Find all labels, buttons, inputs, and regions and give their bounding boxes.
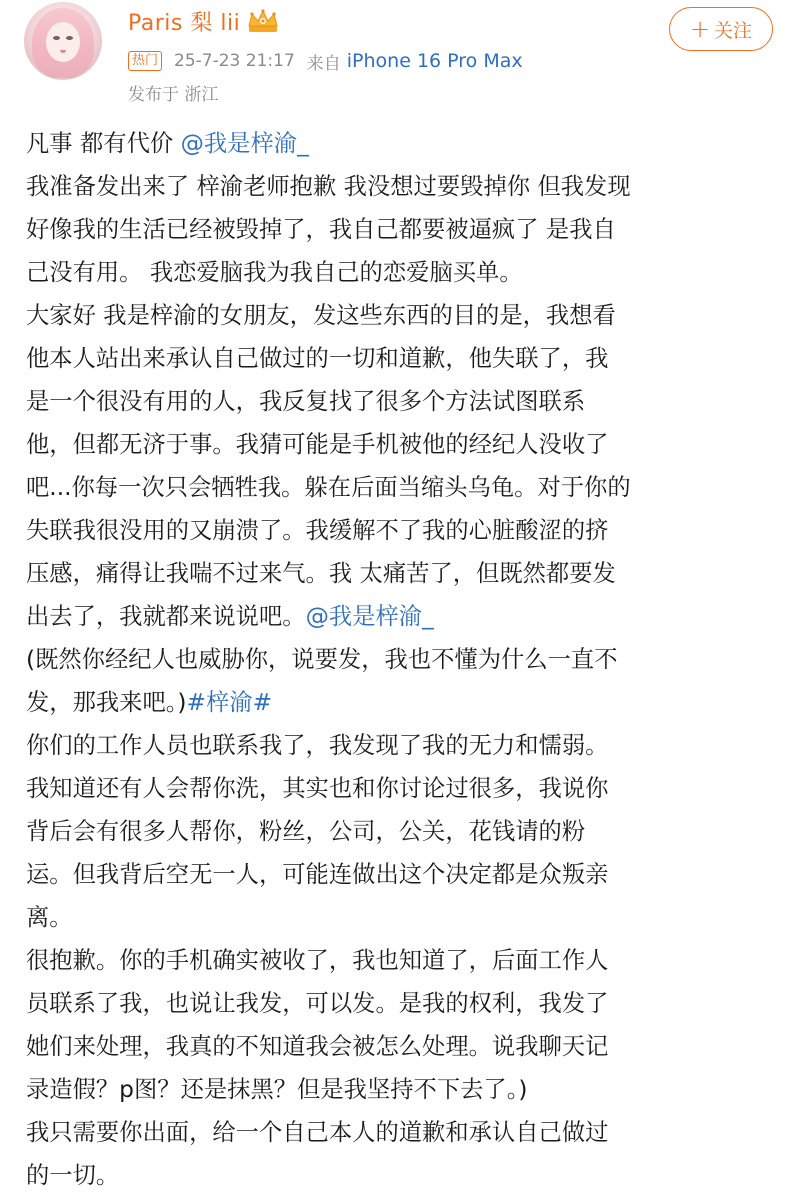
- post-line: [26, 681, 776, 724]
- avatar-face: [46, 22, 80, 62]
- post-text: 己没有用。 我恋爱脑我为我自己的恋爱脑买单。: [26, 259, 523, 286]
- post-text: 压感，痛得让我喘不过来气。我 太痛苦了，但既然都要发: [26, 560, 616, 587]
- avatar-eye-left: [53, 36, 60, 40]
- post-text: 背后会有很多人帮你，粉丝，公司，公关，花钱请的粉: [26, 818, 586, 845]
- post-line: [26, 380, 776, 423]
- post-text: 凡事 都有代价: [26, 130, 181, 157]
- via-label: 来自: [306, 53, 341, 74]
- post-text: 吧...你每一次只会牺牲我。躲在后面当缩头乌龟。对于你的: [26, 474, 631, 501]
- post-line: [26, 165, 776, 208]
- post-line: [26, 122, 776, 165]
- post-line: [26, 595, 776, 638]
- post-text: 很抱歉。你的手机确实被收了，我也知道了，后面工作人: [26, 947, 609, 974]
- post-text: 发，那我来吧。): [26, 689, 187, 716]
- post-text: 他，但都无济于事。我猜可能是手机被他的经纪人没收了: [26, 431, 609, 458]
- post-text: 她们来处理，我真的不知道我会被怎么处理。说我聊天记: [26, 1033, 609, 1060]
- post-text: 是一个很没有用的人，我反复找了很多个方法试图联系: [26, 388, 586, 415]
- post-line: [26, 1068, 776, 1111]
- post-text: (既然你经纪人也威胁你，说要发，我也不懂为什么一直不: [26, 646, 618, 673]
- post-line: [26, 982, 776, 1025]
- post-text: 运。但我背后空无一人，可能连做出这个决定都是众叛亲: [26, 861, 609, 888]
- post-content: [26, 122, 776, 1197]
- post-line: [26, 1025, 776, 1068]
- post-text: 他本人站出来承认自己做过的一切和道歉，他失联了，我: [26, 345, 609, 372]
- post-line: [26, 208, 776, 251]
- post-text: 失联我很没用的又崩溃了。我缓解不了我的心脏酸涩的挤: [26, 517, 609, 544]
- follow-label: 关注: [714, 19, 753, 42]
- hot-badge: 热门: [128, 51, 162, 71]
- post-meta: [128, 48, 523, 74]
- post-line: [26, 767, 776, 810]
- post-time: 25-7-23 21:17: [174, 51, 295, 71]
- post-line: [26, 724, 776, 767]
- mention-link[interactable]: @我是梓渝_: [180, 130, 309, 157]
- mention-link[interactable]: @我是梓渝_: [305, 603, 434, 630]
- device-name: iPhone 16 Pro Max: [346, 50, 523, 72]
- post-line: [26, 853, 776, 896]
- post-text: 大家好 我是梓渝的女朋友，发这些东西的目的是，我想看: [26, 302, 616, 329]
- post-line: [26, 466, 776, 509]
- hashtag-link[interactable]: #梓渝#: [186, 689, 273, 716]
- avatar[interactable]: [24, 2, 102, 80]
- post-text: 我只需要你出面，给一个自己本人的道歉和承认自己做过: [26, 1119, 609, 1146]
- post-header: [0, 0, 800, 112]
- post-line: [26, 1154, 776, 1197]
- post-line: [26, 939, 776, 982]
- post-line: [26, 337, 776, 380]
- post-text: 录造假？p图？还是抹黑？但是我坚持不下去了。): [26, 1076, 528, 1103]
- post-line: [26, 638, 776, 681]
- post-line: [26, 896, 776, 939]
- post-text: 离。: [26, 904, 73, 931]
- crown-icon: [246, 8, 280, 34]
- author-name[interactable]: Paris 梨 lii: [128, 11, 241, 36]
- post-line: [26, 423, 776, 466]
- post-line: [26, 552, 776, 595]
- post-line: [26, 810, 776, 853]
- post-line: [26, 251, 776, 294]
- post-text: 员联系了我，也说让我发，可以发。是我的权利，我发了: [26, 990, 609, 1017]
- post-line: [26, 509, 776, 552]
- follow-button[interactable]: [669, 7, 773, 51]
- post-line: [26, 1111, 776, 1154]
- post-line: [26, 294, 776, 337]
- plus-icon: +: [689, 15, 711, 43]
- post-text: 你们的工作人员也联系我了，我发现了我的无力和懦弱。: [26, 732, 609, 759]
- post-text: 我准备发出来了 梓渝老师抱歉 我没想过要毁掉你 但我发现: [26, 173, 631, 200]
- post-text: 的一切。: [26, 1162, 120, 1189]
- post-text: 我知道还有人会帮你洗，其实也和你讨论过很多，我说你: [26, 775, 609, 802]
- post-text: 出去了，我就都来说说吧。: [26, 603, 306, 630]
- post-location: 发布于 浙江: [128, 85, 219, 105]
- post-text: 好像我的生活已经被毁掉了，我自己都要被逼疯了 是我自: [26, 216, 616, 243]
- avatar-eye-right: [66, 36, 73, 40]
